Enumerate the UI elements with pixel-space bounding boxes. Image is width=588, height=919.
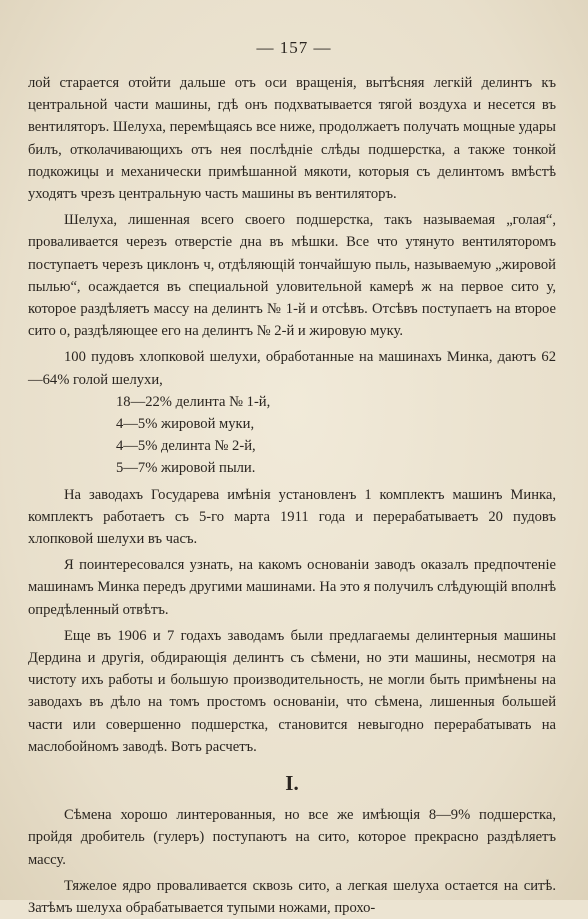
paragraph: Шелуха, лишенная всего своего подшерстка, такъ называемая „голая“, проваливается черезъ отверстіе дна въ мѣшки. Все что утянуто вентиляторомъ поступаетъ черезъ циклонъ ч, отдѣляющій тончайшую пыль, называемую „жировой пылью“, осаждается въ специальной уловительной камерѣ ж на первое сито у, которое раздѣляетъ массу на делинтъ № 1-й и отсѣвъ. Отсѣвъ поступаетъ на второе сито о, раздѣляющее его на делинтъ № 2-й и жировую муку. <box>28 212 556 340</box>
paragraph: Сѣмена хорошо линтерованныя, но все же имѣющія 8—9% подшерстка, пройдя дробитель (гулеръ) поступаютъ на сито, которое прекрасно раздѣляетъ массу. <box>28 807 556 868</box>
paragraph: Еще въ 1906 и 7 годахъ заводамъ были предлагаемы делинтерныя машины Дердина и другія, обдирающія делинтъ съ сѣмени, но эти машины, несмотря на чистоту ихъ работы и большую производительность, не могли быть примѣнены на заводахъ въ дѣло на томъ простомъ основаніи, что сѣмена, лишенныя большей части или совершенно подшерстка, становится невыгодно перерабатывать на маслобойномъ заводѣ. Вотъ расчетъ. <box>28 627 556 755</box>
paragraph: Тяжелое ядро проваливается сквозь сито, а легкая шелуха остается на ситѣ. Затѣмъ шелуха обрабатывается тупыми ножами, прохо- <box>28 877 556 916</box>
list-item: 4—5% делинта № 2-й, <box>116 438 256 455</box>
page-number: — 157 — <box>256 38 332 57</box>
page-text <box>28 72 556 919</box>
chapter-heading: I. <box>285 771 299 796</box>
yield-list <box>28 391 556 480</box>
list-item: 5—7% жировой пыли. <box>116 460 256 477</box>
paragraph: лой старается отойти дальше отъ оси вращенія, вытѣсняя легкій делинтъ къ центральной части машины, гдѣ онъ подхватывается тягой воздуха и несется въ вентиляторъ. Шелуха, перемѣщаясь все ниже, продолжаетъ получать мощные удары билъ, отколачивающихъ отъ нея послѣдніе слѣды подшерстка, а также тонкой подкожицы и механически примѣшанной мякоти, которыя съ делинтомъ вмѣстѣ уходятъ чрезъ центральную часть машины въ вентиляторъ. <box>28 75 556 203</box>
paragraph: 100 пудовъ хлопковой шелухи, обработанные на машинахъ Минка, даютъ 62—64% голой шелухи, <box>28 349 556 388</box>
paragraph: Я поинтересовался узнать, на какомъ основаніи заводъ оказалъ предпочтеніе машинамъ Минка передъ другими машинами. На это я получилъ слѣдующій вполнѣ опредѣленный отвѣтъ. <box>28 557 556 618</box>
paragraph: На заводахъ Государева имѣнія установленъ 1 комплектъ машинъ Минка, комплектъ работаетъ съ 5-го марта 1911 года и перерабатываетъ 20 пудовъ хлопковой шелухи въ часъ. <box>28 486 556 548</box>
list-item: 4—5% жировой муки, <box>116 416 255 433</box>
list-item: 18—22% делинта № 1-й, <box>116 393 271 410</box>
